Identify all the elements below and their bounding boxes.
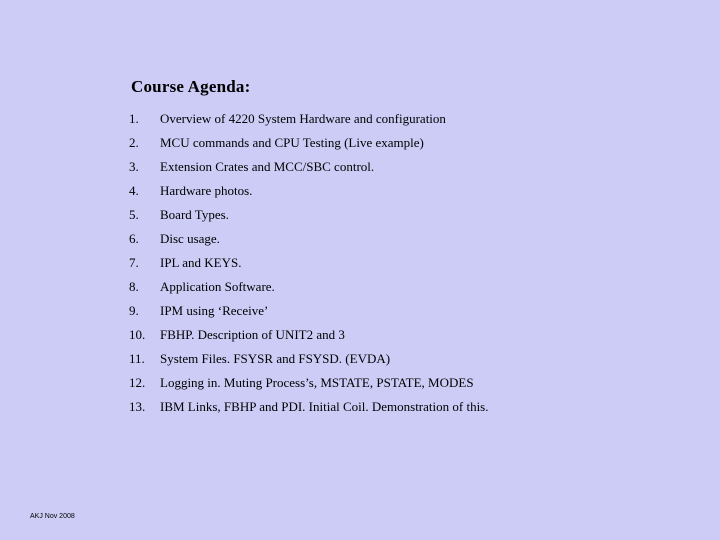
agenda-item-text: MCU commands and CPU Testing (Live example) [160,135,424,150]
agenda-item-number: 3. [129,159,139,174]
agenda-item-number: 1. [129,111,139,126]
agenda-item-number: 10. [129,327,146,342]
agenda-item-number: 12. [129,375,146,390]
agenda-item-text: Board Types. [160,207,229,222]
agenda-item-text: FBHP. Description of UNIT2 and 3 [160,327,345,342]
agenda-item-number: 7. [129,255,139,270]
agenda-item-text: Overview of 4220 System Hardware and configuration [160,111,446,126]
agenda-item-text: Logging in. Muting Process’s, MSTATE, PSTATE, MODES [160,375,474,390]
slide-title: Course Agenda: [131,77,251,96]
agenda-item-text: Extension Crates and MCC/SBC control. [160,159,375,174]
agenda-item-number: 9. [129,303,139,318]
agenda-item-number: 2. [129,135,139,150]
agenda-item-number: 5. [129,207,139,222]
agenda-item-text: Hardware photos. [160,183,253,198]
agenda-item-text: System Files. FSYSR and FSYSD. (EVDA) [160,351,391,366]
agenda-item-text: Disc usage. [160,231,220,246]
agenda-item-number: 11. [129,351,145,366]
agenda-item-text: IPM using ‘Receive’ [160,303,269,318]
agenda-item-text: IPL and KEYS. [160,255,242,270]
agenda-item-text: Application Software. [160,279,275,294]
agenda-item-number: 6. [129,231,139,246]
agenda-item-number: 13. [129,399,146,414]
slide-footer: AKJ Nov 2008 [30,513,75,520]
agenda-item-number: 4. [129,183,139,198]
agenda-item-number: 8. [129,279,139,294]
agenda-item-text: IBM Links, FBHP and PDI. Initial Coil. Demonstration of this. [160,399,489,414]
